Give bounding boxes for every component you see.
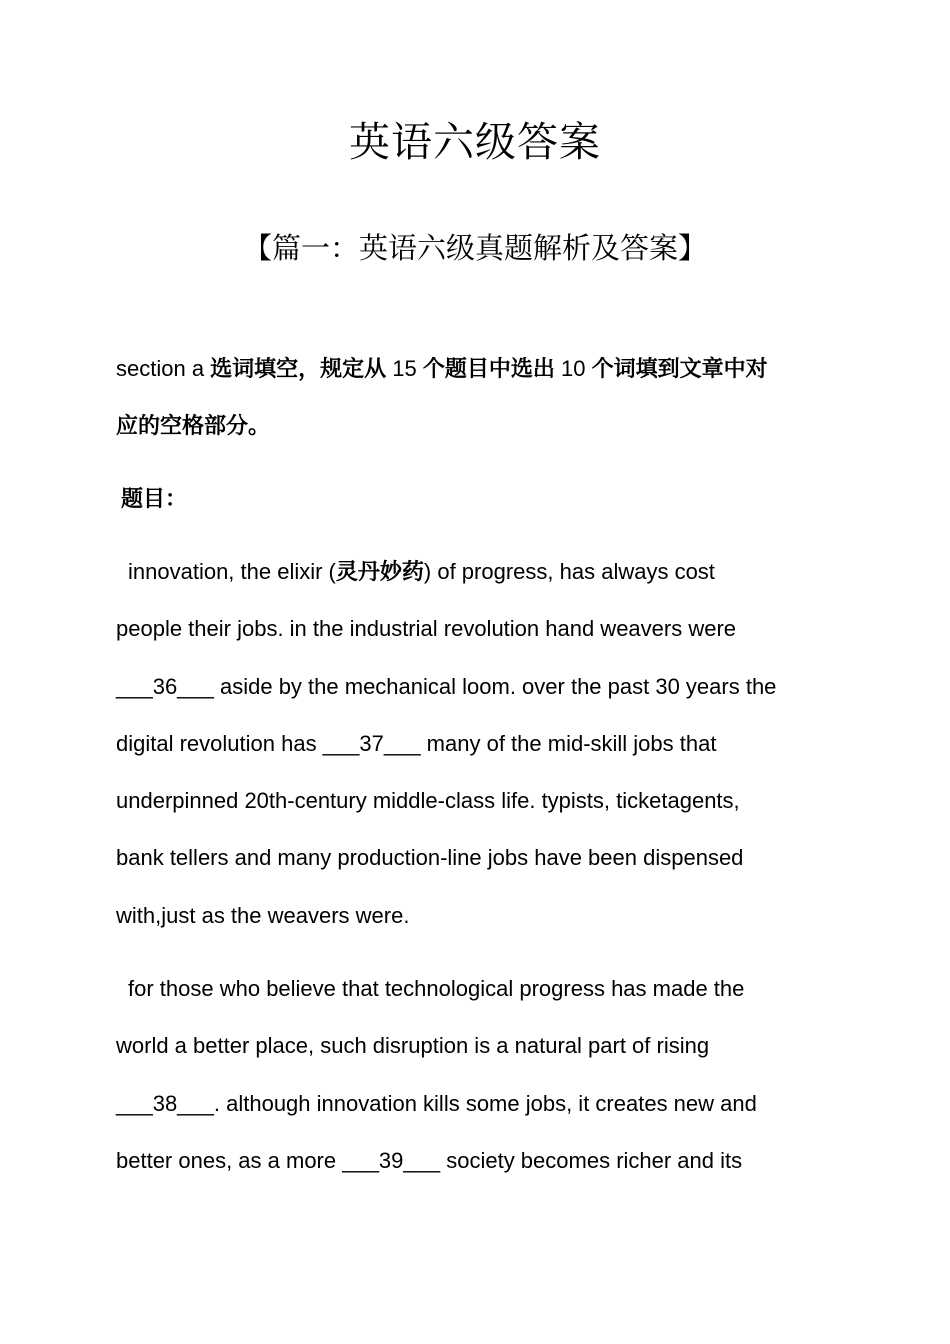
instruction-number-1: 15: [386, 356, 423, 381]
paragraph1-line-7: with,just as the weavers were.: [116, 902, 410, 928]
instruction-number-2: 10: [554, 356, 592, 381]
paragraph1-line-3: ___36___ aside by the mechanical loom. over the past 30 years the: [116, 673, 777, 699]
section-label: 题目：: [121, 486, 188, 511]
paragraph1-line-1a: innovation, the elixir (: [128, 559, 336, 584]
paragraph1-line-1b: ) of progress, has always cost: [423, 559, 715, 584]
instruction-bold-2: 个题目中选出: [422, 356, 555, 381]
paragraph1-line-2: people their jobs. in the industrial revolution hand weavers were: [116, 616, 737, 642]
paragraph2-line-4: better ones, as a more ___39___ society becomes richer and its: [116, 1147, 743, 1173]
paragraph1-line-1: [116, 543, 846, 600]
paragraph2-line-2: world a better place, such disruption is a natural part of rising: [116, 1033, 710, 1059]
page-subtitle: 【篇一：英语六级真题解析及答案】: [242, 233, 707, 265]
paragraph1-line-5: underpinned 20th-century middle-class life. typists, ticketagents,: [116, 788, 740, 814]
instruction-bold-3: 个词填到文章中对: [591, 356, 768, 381]
instruction-line-2: 应的空格部分。: [116, 413, 271, 439]
paragraph1-line-4: digital revolution has ___37___ many of the mid-skill jobs that: [116, 730, 717, 756]
paragraph2-line-3: ___38___. although innovation kills some jobs, it creates new and: [116, 1090, 757, 1116]
passage-paragraph-1: [116, 543, 846, 944]
instruction-paragraph: [116, 340, 846, 455]
instruction-prefix: section a: [116, 356, 211, 381]
paragraph1-line-6: bank tellers and many production-line jobs have been dispensed: [116, 845, 744, 871]
paragraph1-line-1-bold: 灵丹妙药: [335, 559, 424, 584]
page-title: 英语六级答案: [349, 119, 601, 165]
passage-paragraph-2: [116, 960, 846, 1189]
paragraph2-line-1: for those who believe that technological progress has made the: [128, 976, 745, 1001]
instruction-bold-1: 选词填空，规定从: [210, 356, 387, 381]
instruction-line-1: [116, 340, 846, 397]
